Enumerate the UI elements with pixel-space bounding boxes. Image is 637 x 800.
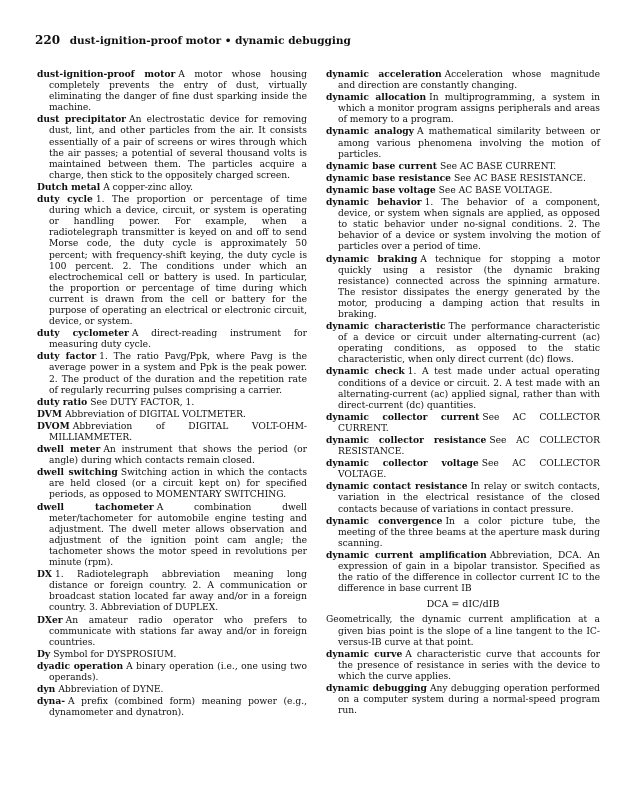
dictionary-entry <box>37 328 307 351</box>
entry-definition: 1. The behavior of a component, device, or system when signals are applied, as opposed to static behavior under no-signal conditions. 2. The behavior of a device or system involving the motion of particles over a period of time. <box>338 198 600 253</box>
page-number: 220 <box>35 33 61 47</box>
dictionary-entry <box>326 516 600 550</box>
dictionary-entry <box>326 185 600 197</box>
entry-term: Dutch metal <box>37 181 101 193</box>
entry-definition: Abbreviation of DYNE. <box>58 685 164 696</box>
entry-term: dynamic debugging <box>326 682 427 694</box>
entry-definition: An amateur radio operator who prefers to communicate with stations far away and/or in foreign countries. <box>49 615 307 648</box>
entry-definition: Abbreviation, DCA. An expression of gain in a bipolar transistor. Specified as the ratio of the difference in collector current IC to the difference in base current IB <box>338 550 600 595</box>
dictionary-entry <box>37 397 307 409</box>
entry-term: duty cycle <box>37 194 93 206</box>
right-column <box>326 69 600 717</box>
entry-term: dynamic curve <box>326 648 403 660</box>
entry-term: DVM <box>37 408 62 420</box>
entry-term: dynamic current amplification <box>326 549 487 561</box>
entry-term: dyadic operation <box>37 660 124 672</box>
entry-term: dwell switching <box>37 467 118 479</box>
entry-definition: A characteristic curve that accounts for the presence of resistance in series with the device to which the curve applies. <box>338 649 600 682</box>
dictionary-entry <box>326 321 600 366</box>
entry-definition: An instrument that shows the period (or angle) during which contacts remain closed. <box>49 445 307 467</box>
dictionary-entry <box>37 409 307 421</box>
dictionary-entry <box>326 366 600 411</box>
entry-term: dwell meter <box>37 444 101 456</box>
entry-term: DXer <box>37 614 63 626</box>
entry-term: dynamic collector current <box>326 411 480 423</box>
entry-definition: 1. A test made under actual operating conditions of a device or circuit. 2. A test made with an alternating-current (ac) applied signal, rather than with direct-current (dc) quantities. <box>338 367 600 411</box>
entry-definition: See DUTY FACTOR, 1. <box>90 397 195 408</box>
dictionary-entry <box>37 69 307 114</box>
dictionary-entry <box>37 684 307 696</box>
right-entries-after <box>326 649 600 718</box>
dictionary-entry <box>326 683 600 717</box>
entry-definition: See AC BASE RESISTANCE. <box>453 173 586 184</box>
entry-term: dynamic convergence <box>326 515 443 527</box>
entry-term: Dy <box>37 648 51 660</box>
dictionary-entry <box>37 615 307 649</box>
entry-term: dust-ignition-proof motor <box>37 69 176 80</box>
dictionary-entry <box>326 481 600 515</box>
continuation-paragraph: Geometrically, the dynamic current amplification at a given bias point is the slope of a line tangent to the IC-versus-IB curve at that point. <box>326 615 600 648</box>
entry-definition: See AC BASE VOLTAGE. <box>438 185 553 196</box>
entry-definition: Acceleration whose magnitude and direction are constantly changing. <box>338 70 601 92</box>
dictionary-entry <box>37 502 307 570</box>
dictionary-entry <box>326 126 600 160</box>
dictionary-entry <box>37 696 307 719</box>
entry-definition: Switching action in which the contacts are held closed (or a circuit kept on) for specified periods, as opposed to MOMENTARY SWITCHING. <box>49 468 307 501</box>
entry-term: duty factor <box>37 351 97 363</box>
entry-definition: Symbol for DYSPROSIUM. <box>53 649 177 660</box>
dictionary-entry <box>326 254 600 322</box>
dictionary-entry <box>37 649 307 661</box>
entry-definition: In relay or switch contacts, variation in the electrical resistance of the closed contacts because of variations in contact pressure. <box>338 482 600 515</box>
entry-term: dynamic base voltage <box>326 184 436 196</box>
dictionary-entry <box>37 467 307 501</box>
dictionary-entry <box>326 649 600 683</box>
dictionary-entry <box>37 182 307 194</box>
entry-definition: A combination dwell meter/tachometer for automobile engine testing and adjustment. The dwell meter allows observation and adjustment of the ignition point cam angle; the tachometer shows the motor speed in revolutions per minute (rpm). <box>49 502 307 569</box>
entry-definition: An electrostatic device for removing dust, lint, and other particles from the air. It consists essentially of a pair of screens or wires through which the air passes; a potential of several thousand volts is maintained between them. The particles acquire a charge, then stick to the oppositely charged screen. <box>49 115 307 181</box>
dictionary-entry <box>37 569 307 614</box>
dictionary-entry <box>326 69 600 92</box>
entry-term: dynamic acceleration <box>326 69 442 80</box>
entry-definition: Abbreviation of DIGITAL VOLTMETER. <box>64 409 246 420</box>
dictionary-entry <box>326 92 600 126</box>
entry-term: dynamic base resistance <box>326 172 451 184</box>
dictionary-entry <box>37 194 307 328</box>
dictionary-entry <box>37 444 307 467</box>
entry-term: dynamic braking <box>326 253 418 265</box>
entry-term: dynamic collector voltage <box>326 458 479 470</box>
entry-term: duty ratio <box>37 396 88 408</box>
entry-definition: In a color picture tube, the meeting of the three beams at the aperture mask during scanning. <box>338 516 600 549</box>
entry-definition: See AC COLLECTOR VOLTAGE. <box>338 459 600 481</box>
entry-term: dynamic collector resistance <box>326 435 487 446</box>
dictionary-entry <box>326 161 600 173</box>
entry-term: dyn <box>37 684 56 696</box>
entry-term: dyna- <box>37 696 66 708</box>
entry-term: dwell tachometer <box>37 501 154 513</box>
dictionary-entry <box>326 550 600 595</box>
entry-definition: 1. The proportion or percentage of time during which a device, circuit, or system is operating or handling power. For example, when a radiotelegraph transmitter is keyed on and off to send Morse code, the duty cycle is approximately 50 percent; with frequency-shift keying, the duty cycle is 100 percent. 2. The conditions under which an electrochemical cell or battery is used. In particular, the proportion or percentage of time during which current is drawn from the cell or battery for the purpose of operating an electrical or electronic circuit, device, or system. <box>49 195 307 328</box>
entry-definition: 1. The ratio Pavg/Ppk, where Pavg is the average power in a system and Ppk is the peak power. 2. The product of the duration and the repetition rate of regularly recurring pulses comprising a carrier. <box>49 352 308 396</box>
entry-term: dynamic behavior <box>326 197 422 209</box>
entry-definition: 1. Radiotelegraph abbreviation meaning long distance or foreign country. 2. A communication or broadcast station located far away and/or in a foreign country. 3. Abbreviation of DUPLEX. <box>49 570 307 614</box>
dictionary-entry <box>326 197 600 253</box>
dictionary-entry <box>37 114 307 182</box>
dictionary-entry <box>326 412 600 435</box>
entry-term: dynamic analogy <box>326 126 414 138</box>
entry-definition: A binary operation (i.e., one using two operands). <box>49 661 307 683</box>
entry-term: dynamic base current <box>326 160 437 172</box>
dictionary-entry <box>326 435 600 458</box>
dictionary-entry <box>326 173 600 185</box>
entry-definition: See AC BASE CURRENT. <box>439 161 557 172</box>
dictionary-entry <box>37 661 307 684</box>
dictionary-entry <box>37 421 307 444</box>
right-entries <box>326 69 600 595</box>
left-column <box>37 69 307 719</box>
entry-definition: A motor whose housing completely prevents the entry of dust, virtually eliminating the danger of fine dust sparking inside the machine. <box>49 70 308 114</box>
entry-definition: A technique for stopping a motor quickly using a resistor (the dynamic braking resistance) connected across the spinning armature. The resistor dissipates the energy generated by the motor, producing a damping action that results in braking. <box>338 254 600 320</box>
dca-formula: DCA = dIC/dIB <box>426 599 500 611</box>
entry-definition: A direct-reading instrument for measuring duty cycle. <box>49 329 307 351</box>
header-guide-words: dust-ignition-proof motor • dynamic debugging <box>69 35 351 47</box>
entry-term: dynamic contact resistance <box>326 481 468 493</box>
dictionary-entry <box>326 458 600 481</box>
entry-term: dust precipitator <box>37 114 126 126</box>
entry-definition: Any debugging operation performed on a computer system during a normal-speed program run. <box>338 683 600 717</box>
entry-definition: A mathematical similarity between or among various phenomena involving the motion of particles. <box>338 127 601 160</box>
dictionary-entry <box>37 351 307 396</box>
entry-definition: Abbreviation of DIGITAL VOLT-OHM-MILLIAMMETER. <box>49 421 307 443</box>
running-header <box>35 33 615 47</box>
entry-term: DVOM <box>37 420 70 432</box>
entry-term: DX <box>37 569 52 581</box>
entry-definition: A copper-zinc alloy. <box>103 182 194 193</box>
entry-definition: See AC COLLECTOR RESISTANCE. <box>338 436 600 458</box>
entry-term: dynamic characteristic <box>326 321 446 333</box>
entry-definition: See AC COLLECTOR CURRENT. <box>338 412 600 434</box>
entry-term: dynamic check <box>326 366 405 378</box>
entry-definition: The performance characteristic of a device or circuit under alternating-current (ac) operating conditions, as opposed to the static characteristic, when only direct current (dc) flows. <box>338 322 600 366</box>
entry-definition: A prefix (combined form) meaning power (e.g., dynamometer and dynatron). <box>49 697 307 719</box>
entry-term: dynamic allocation <box>326 92 427 104</box>
entry-term: duty cyclometer <box>37 328 129 340</box>
entry-definition: In multiprogramming, a system in which a monitor program assigns peripherals and areas of memory to a program. <box>338 93 600 126</box>
